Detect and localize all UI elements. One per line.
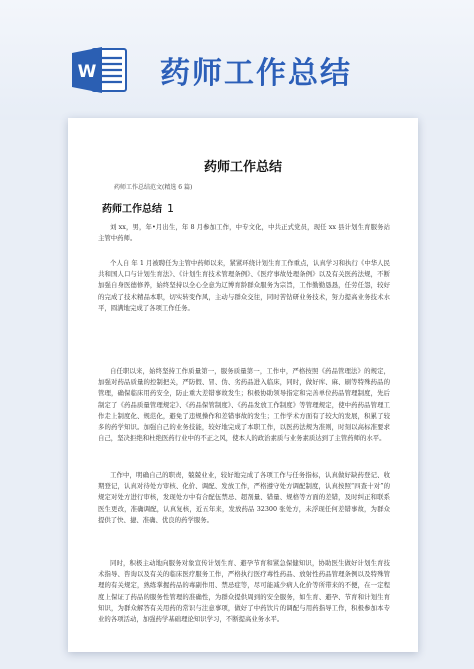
section-heading-text: 药师工作总结 bbox=[102, 204, 162, 215]
section-number: 1 bbox=[167, 202, 174, 215]
document-title: 药师工作总结 bbox=[203, 160, 282, 175]
paragraph: 个人自 年 1 月被聘任为主管中药师以来，紧紧环绕计划生育工作重点，认真学习和执行《中华人民共和国人口与计划生育法》、《计划生育技术管理条例》、《医疗事故处理条例》以及有关医药法规，不断加强自身医德修养，始终坚持以全心全意为辽博育龄群众服务为宗旨，工作勤勤恳恳，任劳任怨，较好的完成了技术精品本职，切实转变作风，主动与群众交往，同时苦钻研业务技术，努力提高业务技术水平，圆满地完成了各项工作任务。 bbox=[98, 259, 390, 312]
document-subtitle: 药师工作总结范文(精选 6 篇) bbox=[114, 184, 193, 191]
banner-title: 药师工作总结 bbox=[160, 56, 352, 91]
word-icon-letter: W bbox=[77, 62, 97, 82]
paragraph: 同时，积极主动地向服务对象宣传计划生育、避孕节育和紧急保健知识，协助医生做好计划生育技术指导、咨询以及有关的临床医疗服务工作，严格执行医疗毒性药品、放射性药品管理条例以及特殊管理的有关规定，熟练掌握药品的毒副作用、禁忌症等，尽可能减少病人化价等所带来的不便，在一定程度上保证了药品的服务性管理的准确性，为群众提供周到的安全服务，如生育、避孕、节育和计划生育知识，为群众解答有关用药的常识与注意事项，做好了中药饮片的调配与用药指导工作，积极参加本专业的各项活动，加强药学基础理论知识学习，不断提高业务水平。 bbox=[98, 559, 390, 624]
paragraph: 工作中，明确自己的职责，兢兢业业，较好地完成了各项工作与任务指标，认真做好缺药登记、收期登记，认真对待处方审核、化价、调配、发放工作，严格遵守处方调配制度，认真按照“四查十对”的规定对处方进行审核，发现处方中有合配伍禁忌、超剂量、错量、规格等方面的差错，及时纠正和联系医生更改，准确调配，认真复核，近五年来，发放药品 32300 张处方，未浮现任何差错事故，为群众提供了快、捷、准确、优良的药学服务。 bbox=[98, 471, 390, 524]
paragraph: 自任职以来，始终坚持工作质量第一，服务质量第一，工作中，严格按照《药品管理法》的规定，加强对药品质量的控制把关，严防假、冒、伪、劣药品进入临床，同时，做好库、麻、刷等特殊药品的管理，确保临床用药安全，防止重大差错事故发生；积极协助领导指定和完善单位药品管理制度，先后制定了《药品质量管理规定》、《药品保管制度》、《药品发放工作制度》等管理规定，使中药药品管理工作走上制度化、规范化，避免了违规操作和差错事故的发生；工作学术方面有了较大的发展，积累了较多的药学知识。加强自己的业务技能，较好地完成了本职工作，以医药法规为准则，时刻以高标准要求自己，坚决拒绝和杜绝医药行业中的不正之风，使本人的政治素质与业务素质达到了主管药师的水平。 bbox=[98, 367, 390, 443]
paragraph: 刘 xx，男，年•月出生，年 8 月参加工作，中专文化，中共正式党员，现任 xx 县计划生育服务站主管中药师。 bbox=[98, 223, 390, 243]
word-icon bbox=[70, 44, 128, 96]
header-banner bbox=[0, 0, 474, 120]
section-heading bbox=[102, 200, 174, 215]
document-page bbox=[68, 118, 418, 652]
